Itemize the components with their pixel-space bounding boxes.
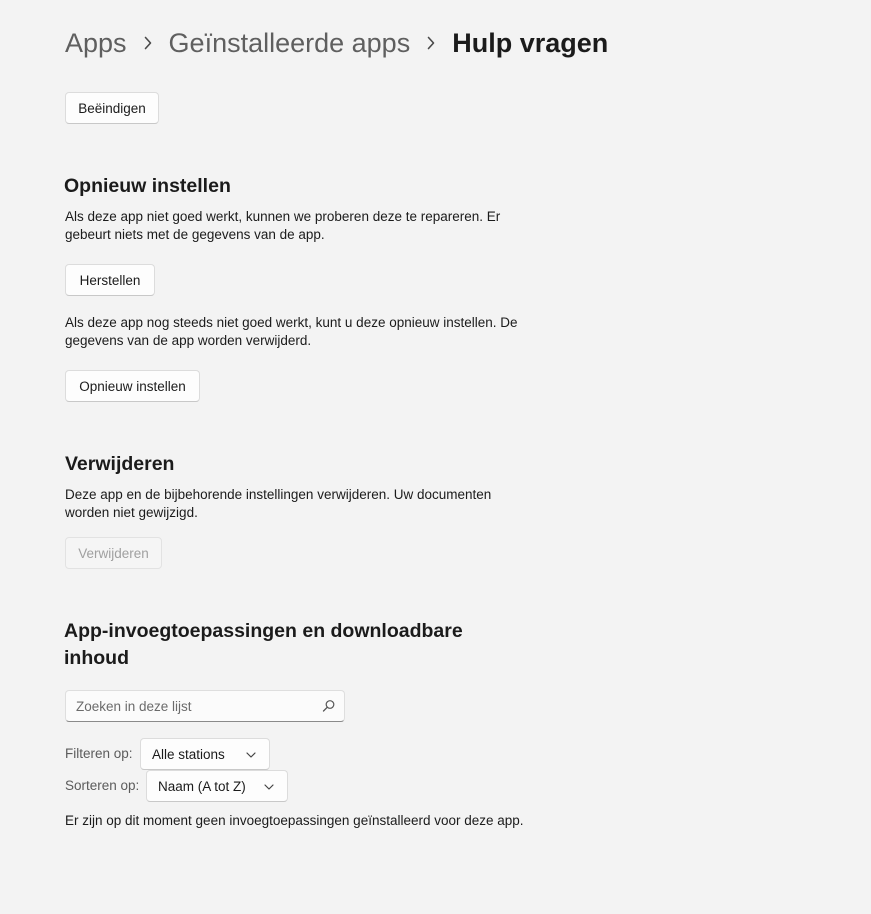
filter-dropdown[interactable] <box>140 738 270 770</box>
reset-section-title: Opnieuw instellen <box>64 175 231 197</box>
search-input[interactable] <box>66 691 308 721</box>
addons-empty-message: Er zijn op dit moment geen invoegtoepassingen geïnstalleerd voor deze app. <box>65 813 524 828</box>
chevron-right-icon <box>127 24 169 62</box>
repair-button[interactable]: Herstellen <box>65 264 155 296</box>
terminate-button[interactable]: Beëindigen <box>65 92 159 124</box>
repair-description: Als deze app niet goed werkt, kunnen we proberen deze te repareren. Er gebeurt niets met de gegevens van de app. <box>65 209 501 242</box>
chevron-down-icon <box>263 781 275 793</box>
reset-description: Als deze app nog steeds niet goed werkt, kunt u deze opnieuw instellen. De gegevens van de app worden verwijderd. <box>65 315 518 348</box>
search-icon[interactable] <box>322 699 336 713</box>
filter-label: Filteren op: <box>65 746 133 761</box>
uninstall-button: Verwijderen <box>65 537 162 569</box>
reset-button[interactable]: Opnieuw instellen <box>65 370 200 402</box>
chevron-right-icon <box>410 24 452 62</box>
breadcrumb-apps[interactable]: Apps <box>65 27 127 58</box>
sort-dropdown[interactable] <box>146 770 288 802</box>
uninstall-section-title: Verwijderen <box>65 453 175 475</box>
search-field[interactable] <box>65 690 345 722</box>
sort-value: Naam (A tot Z) <box>158 778 246 794</box>
breadcrumb <box>65 24 608 62</box>
breadcrumb-installed-apps[interactable]: Geïnstalleerde apps <box>168 27 411 58</box>
uninstall-description: Deze app en de bijbehorende instellingen verwijderen. Uw documenten worden niet gewijzigd. <box>65 487 492 520</box>
sort-label: Sorteren op: <box>65 778 140 793</box>
page-title: Hulp vragen <box>452 27 609 58</box>
addons-section-title: App-invoegtoepassingen en downloadbare inhoud <box>64 620 463 669</box>
filter-value: Alle stations <box>152 746 225 762</box>
chevron-down-icon <box>245 749 257 761</box>
